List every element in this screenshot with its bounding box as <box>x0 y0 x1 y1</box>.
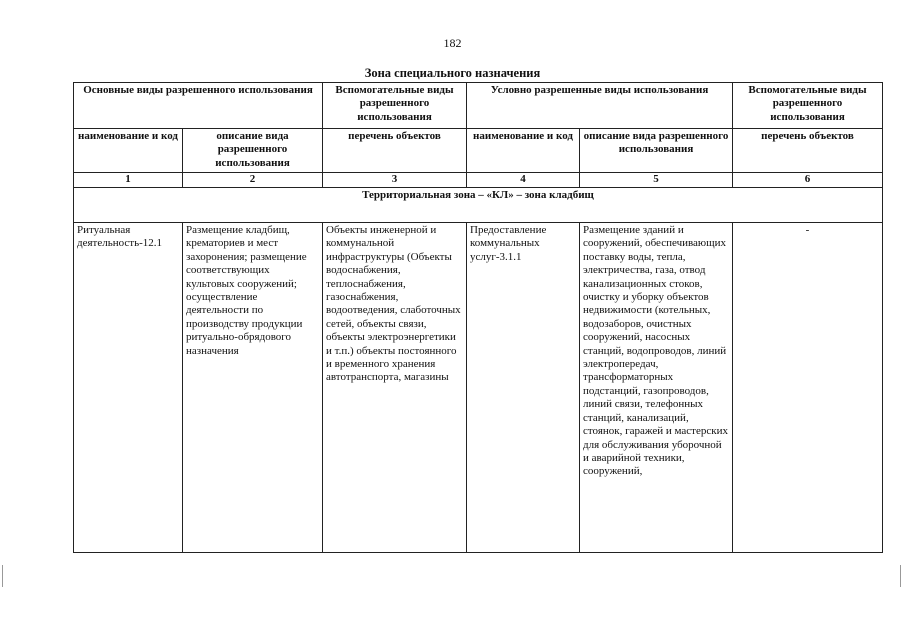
scan-edge-mark-right <box>900 565 901 587</box>
header-main-description: описание вида разрешенного использования <box>183 129 323 173</box>
column-number: 3 <box>323 173 467 188</box>
header-main-name: наименование и код <box>74 129 183 173</box>
column-number: 5 <box>580 173 733 188</box>
header-conditional-name: наименование и код <box>467 129 580 173</box>
column-number: 4 <box>467 173 580 188</box>
zone-label: Территориальная зона – «КЛ» – зона кладбищ <box>74 188 883 223</box>
header-conditional-description: описание вида разрешенного использования <box>580 129 733 173</box>
header-group-row <box>74 83 883 129</box>
header-aux1-object-list: перечень объектов <box>323 129 467 173</box>
header-aux-uses-1: Вспомогательные виды разрешенного использования <box>323 83 467 129</box>
header-aux-uses-2: Вспомогательные виды разрешенного использования <box>733 83 883 129</box>
conditional-use-name: Предоставление коммунальных услуг-3.1.1 <box>467 223 580 553</box>
zone-label-row <box>74 188 883 223</box>
aux2-object-list: - <box>733 223 883 553</box>
column-number: 1 <box>74 173 183 188</box>
column-number-row <box>74 173 883 188</box>
aux1-object-list: Объекты инженерной и коммунальной инфраструктуры (Объекты водоснабжения, теплоснабжения, газоснабжения, водоотведения, слаботочных сетей, объекты связи, объекты электроэнергетики и т.п.) объекты постоянного и временного хранения автотранспорта, магазины <box>323 223 467 553</box>
scan-edge-mark-left <box>2 565 3 587</box>
main-use-description: Размещение кладбищ, крематориев и мест захоронения; размещение соответствующих культовых сооружений; осуществление деятельности по производству продукции ритуально-обрядового назначения <box>183 223 323 553</box>
header-sub-row <box>74 129 883 173</box>
conditional-use-description: Размещение зданий и сооружений, обеспечивающих поставку воды, тепла, электричества, газа, отвод канализационных стоков, очистку и уборку объектов недвижимости (котельных, водозаборов, очистных сооружений, насосных станций, водопроводов, линий электропередач, трансформаторных подстанций, газопроводов, линий связи, телефонных станций, канализаций, стоянок, гаражей и мастерских для обслуживания уборочной и аварийной техники, сооружений, <box>580 223 733 553</box>
main-use-name: Ритуальная деятельность-12.1 <box>74 223 183 553</box>
document-title: Зона специального назначения <box>364 66 541 80</box>
table-row <box>74 223 883 553</box>
page-number: 182 <box>443 36 462 50</box>
header-aux2-object-list: перечень объектов <box>733 129 883 173</box>
column-number: 2 <box>183 173 323 188</box>
header-conditional-uses: Условно разрешенные виды использования <box>467 83 733 129</box>
header-main-uses: Основные виды разрешенного использования <box>74 83 323 129</box>
column-number: 6 <box>733 173 883 188</box>
zone-table <box>73 82 883 553</box>
